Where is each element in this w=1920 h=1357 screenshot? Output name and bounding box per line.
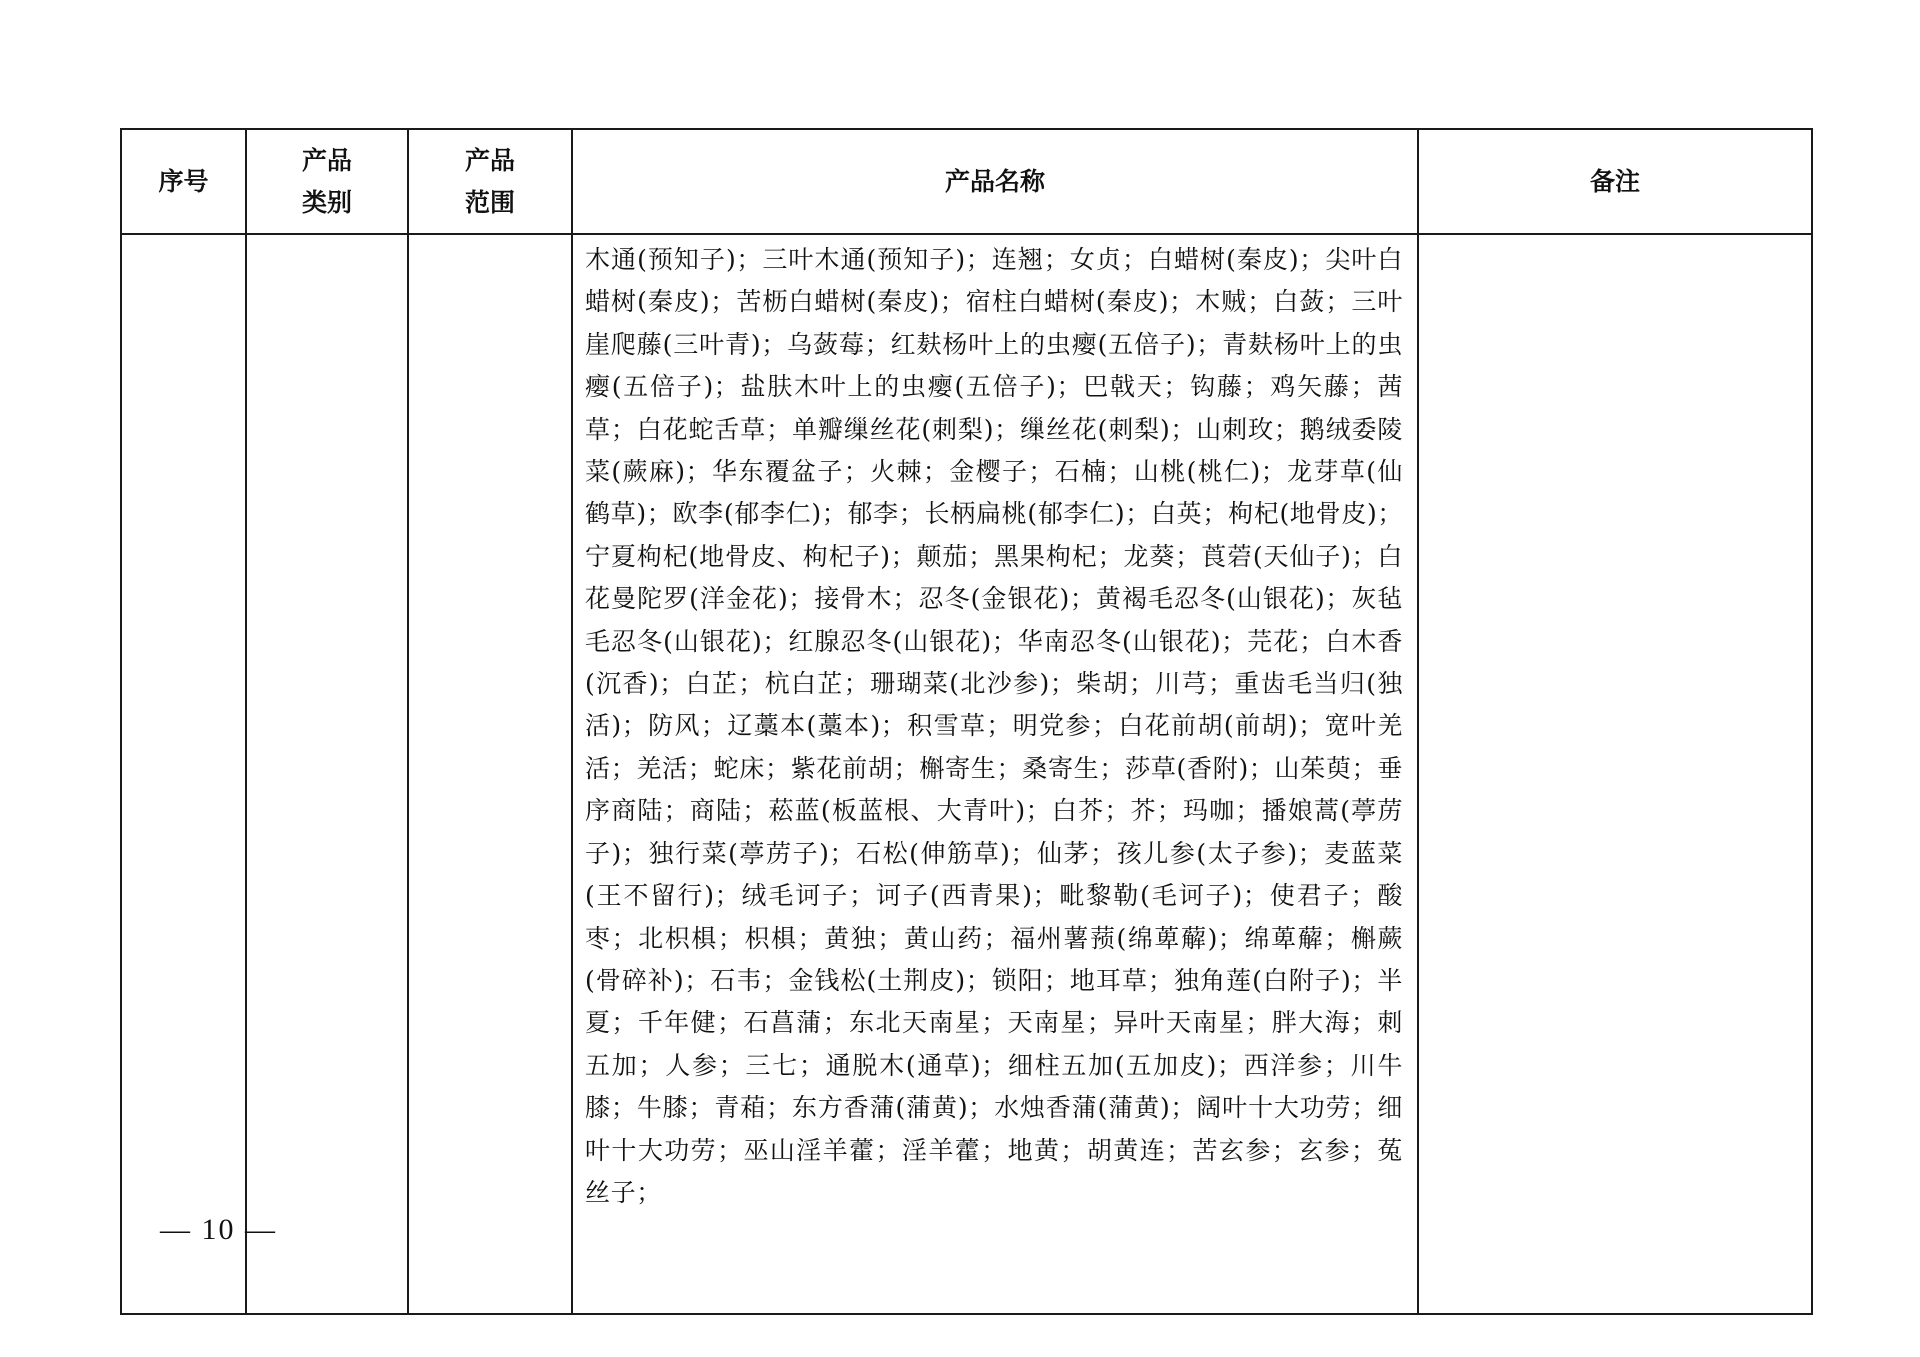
header-scope (408, 129, 572, 234)
header-scope-line1: 产品 (464, 145, 515, 175)
cell-remarks (1418, 234, 1812, 1314)
product-table (120, 128, 1813, 1315)
cell-category (246, 234, 408, 1314)
page-number: — 10 — (160, 1213, 277, 1246)
header-product-name: 产品名称 (572, 129, 1418, 234)
header-category (246, 129, 408, 234)
header-scope-line2: 范围 (464, 187, 515, 217)
cell-seq (121, 234, 246, 1314)
header-category-line1: 产品 (301, 145, 352, 175)
table-header-row (121, 129, 1812, 234)
cell-scope (408, 234, 572, 1314)
table-row (121, 234, 1812, 1314)
header-category-line2: 类别 (301, 187, 352, 217)
cell-product-names: 木通(预知子)；三叶木通(预知子)；连翘；女贞；白蜡树(秦皮)；尖叶白蜡树(秦皮)；苦枥白蜡树(秦皮)；宿柱白蜡树(秦皮)；木贼；白蔹；三叶崖爬藤(三叶青)；乌蔹莓；红麸杨叶上的虫瘿(五倍子)；青麸杨叶上的虫瘿(五倍子)；盐肤木叶上的虫瘿(五倍子)；巴戟天；钩藤；鸡矢藤；茜草；白花蛇舌草；单瓣缫丝花(刺梨)；缫丝花(刺梨)；山刺玫；鹅绒委陵菜(蕨麻)；华东覆盆子；火棘；金樱子；石楠；山桃(桃仁)；龙芽草(仙鹤草)；欧李(郁李仁)；郁李；长柄扁桃(郁李仁)；白英；枸杞(地骨皮)；宁夏枸杞(地骨皮、枸杞子)；颠茄；黑果枸杞；龙葵；莨菪(天仙子)；白花曼陀罗(洋金花)；接骨木；忍冬(金银花)；黄褐毛忍冬(山银花)；灰毡毛忍冬(山银花)；红腺忍冬(山银花)；华南忍冬(山银花)；芫花；白木香(沉香)；白芷；杭白芷；珊瑚菜(北沙参)；柴胡；川芎；重齿毛当归(独活)；防风；辽藁本(藁本)；积雪草；明党参；白花前胡(前胡)；宽叶羌活；羌活；蛇床；紫花前胡；槲寄生；桑寄生；莎草(香附)；山茱萸；垂序商陆；商陆；菘蓝(板蓝根、大青叶)；白芥；芥；玛咖；播娘蒿(葶苈子)；独行菜(葶苈子)；石松(伸筋草)；仙茅；孩儿参(太子参)；麦蓝菜(王不留行)；绒毛诃子；诃子(西青果)；毗黎勒(毛诃子)；使君子；酸枣；北枳椇；枳椇；黄独；黄山药；福州薯蓣(绵萆薢)；绵萆薢；槲蕨(骨碎补)；石韦；金钱松(土荆皮)；锁阳；地耳草；独角莲(白附子)；半夏；千年健；石菖蒲；东北天南星；天南星；异叶天南星；胖大海；刺五加；人参；三七；通脱木(通草)；细柱五加(五加皮)；西洋参；川牛膝；牛膝；青葙；东方香蒲(蒲黄)；水烛香蒲(蒲黄)；阔叶十大功劳；细叶十大功劳；巫山淫羊藿；淫羊藿；地黄；胡黄连；苦玄参；玄参；菟丝子； (572, 234, 1418, 1314)
header-remarks: 备注 (1418, 129, 1812, 234)
header-seq: 序号 (121, 129, 246, 234)
